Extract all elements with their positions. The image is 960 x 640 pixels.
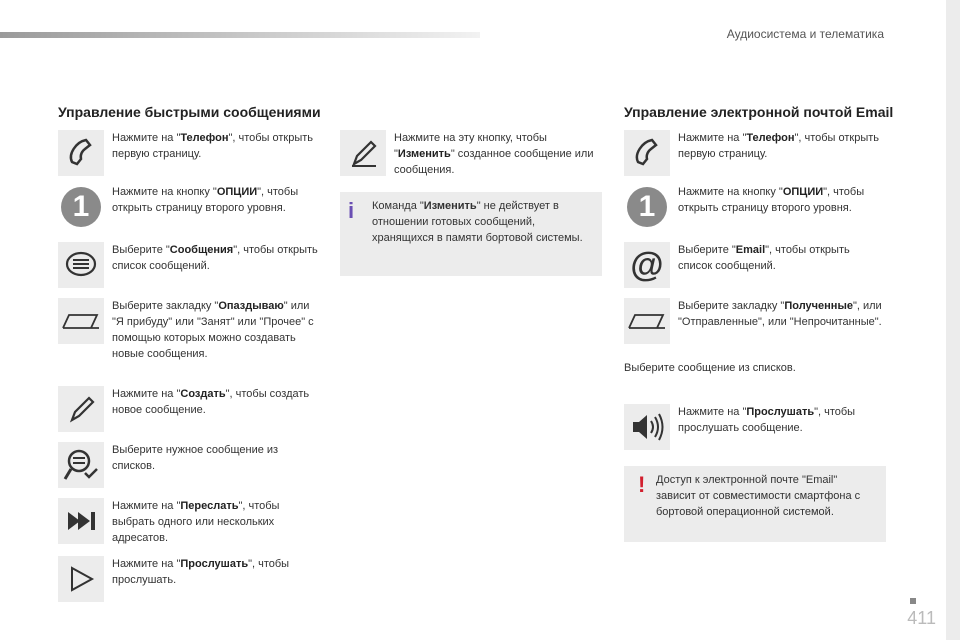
left-title: Управление быстрыми сообщениями xyxy=(58,104,321,120)
step-number: 1 xyxy=(624,184,670,230)
message-list-icon xyxy=(58,242,104,288)
play-icon xyxy=(58,556,104,602)
at-sign-icon: @ xyxy=(624,242,670,288)
phone-icon xyxy=(58,130,104,176)
warning-note: ! Доступ к электронной почте "Email" зависит от совместимости смартфона с бортовой операционной системой. xyxy=(624,466,886,542)
phone-icon xyxy=(624,130,670,176)
left-row-select: Выберите нужное сообщение из списков. xyxy=(58,442,318,488)
tab-icon xyxy=(624,298,670,344)
right-title: Управление электронной почтой Email xyxy=(624,104,894,120)
right-row-tabs: Выберите закладку "Полученные", или "Отправленные", или "Непрочитанные". xyxy=(624,298,886,344)
edit-pencil-icon xyxy=(340,130,386,176)
speaker-icon xyxy=(624,404,670,450)
warning-icon: ! xyxy=(638,472,646,497)
right-row-listen: Нажмите на "Прослушать", чтобы прослушать сообщение. xyxy=(624,404,886,450)
left-row-create: Нажмите на "Создать", чтобы создать новое сообщение. xyxy=(58,386,318,432)
middle-row-edit: Нажмите на эту кнопку, чтобы "Изменить" созданное сообщение или сообщения. xyxy=(340,130,602,178)
select-message-text: Выберите сообщение из списков. xyxy=(624,362,796,374)
section-title: Аудиосистема и телематика xyxy=(726,27,884,41)
forward-icon xyxy=(58,498,104,544)
left-row-listen: Нажмите на "Прослушать", чтобы прослушать. xyxy=(58,556,318,602)
right-row-email: @ Выберите "Email", чтобы открыть список сообщений. xyxy=(624,242,886,288)
step-number: 1 xyxy=(58,184,104,230)
pencil-icon xyxy=(58,386,104,432)
page-marker xyxy=(910,598,916,604)
tab-icon xyxy=(58,298,104,344)
left-row-phone: Нажмите на "Телефон", чтобы открыть первую страницу. xyxy=(58,130,318,176)
page-edge xyxy=(946,0,960,640)
left-row-options: Нажмите на кнопку "ОПЦИИ", чтобы открыть страницу второго уровня. xyxy=(112,186,299,214)
right-row-phone: Нажмите на "Телефон", чтобы открыть первую страницу. xyxy=(624,130,886,176)
left-row-tabs: Выберите закладку "Опаздываю" или "Я прибуду" или "Занят" или "Прочее" с помощью которых можно создавать новые сообщения. xyxy=(58,298,328,362)
header-bar xyxy=(0,32,480,38)
info-note: i Команда "Изменить" не действует в отношении готовых сообщений, хранящихся в памяти бортовой системы. xyxy=(340,192,602,276)
info-icon: i xyxy=(348,198,355,223)
page-number: 411 xyxy=(907,608,936,628)
right-row-options: Нажмите на кнопку "ОПЦИИ", чтобы открыть страницу второго уровня. xyxy=(678,186,865,214)
left-row-messages: Выберите "Сообщения", чтобы открыть список сообщений. xyxy=(58,242,318,288)
search-list-icon xyxy=(58,442,104,488)
left-row-forward: Нажмите на "Переслать", чтобы выбрать одного или нескольких адресатов. xyxy=(58,498,318,546)
